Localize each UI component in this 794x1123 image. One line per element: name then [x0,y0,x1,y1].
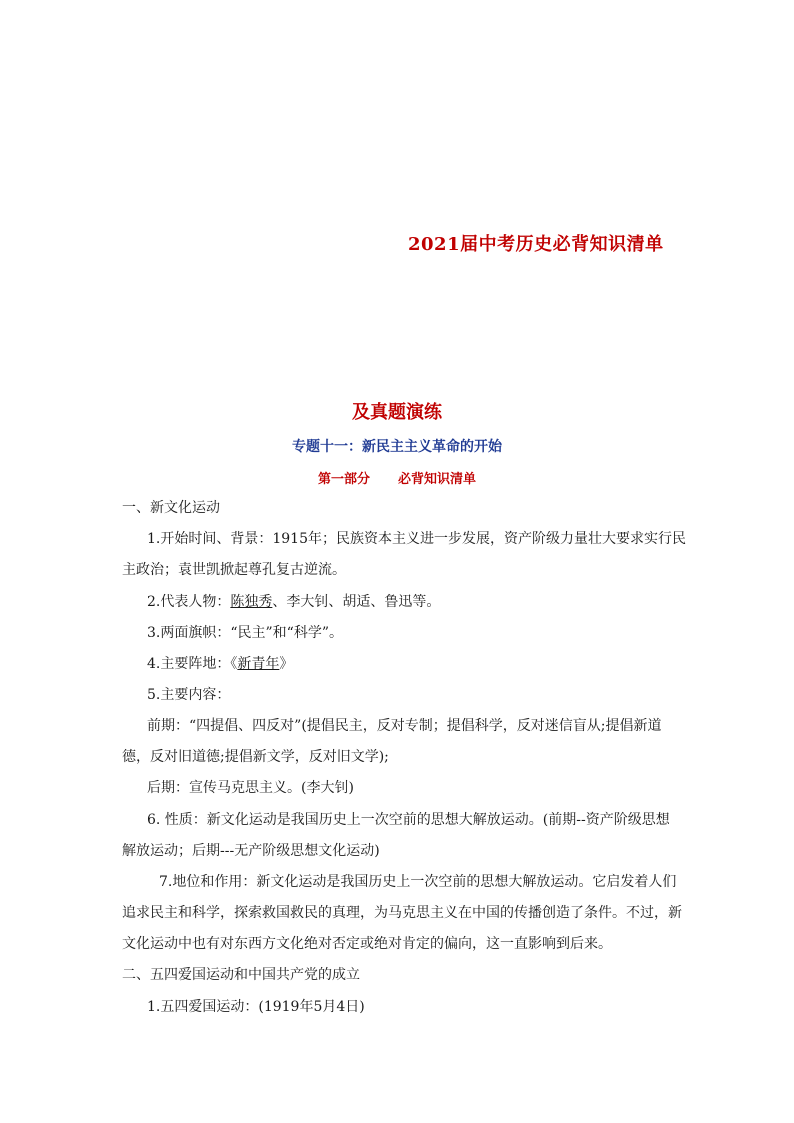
paragraph-2-suffix: 、李大钊、胡适、鲁迅等。 [272,594,441,610]
section-1-heading: 一、新文化运动 [122,500,220,516]
paragraph-5-late: 后期：宣传马克思主义。(李大钊) [147,780,354,796]
paragraph-2 [147,592,440,612]
paragraph-5-early-line-1: 前期：“四提倡、四反对”(提倡民主，反对专制；提倡科学，反对迷信盲从;提倡新道 [147,718,662,734]
paragraph-6-line-2: 解放运动；后期---无产阶级思想文化运动) [122,843,380,859]
chen-duxiu-link[interactable]: 陈独秀 [230,594,273,610]
paragraph-4-prefix: 4.主要阵地：《 [147,656,238,672]
new-youth-link[interactable]: 新青年 [237,656,280,672]
part-heading [0,468,794,487]
paragraph-1-line-2: 主政治；袁世凯掀起尊孔复古逆流。 [122,562,346,578]
paragraph-4-suffix: 》 [279,656,294,672]
paragraph-6-line-1: 6. 性质：新文化运动是我国历史上一次空前的思想大解放运动。(前期--资产阶级思想 [147,812,670,828]
paragraph-1-line-1: 1.开始时间、背景：1915年；民族资本主义进一步发展，资产阶级力量壮大要求实行民 [147,531,686,547]
document-subtitle: 及真题演练 [352,402,442,423]
section-2-paragraph-1: 1.五四爱国运动：(1919年5月4日) [147,999,365,1015]
paragraph-2-prefix: 2.代表人物： [147,594,231,610]
paragraph-3: 3.两面旗帜：“民主”和“科学”。 [147,625,343,641]
paragraph-5: 5.主要内容： [147,687,231,703]
paragraph-5-early-line-2: 德，反对旧道德;提倡新文学，反对旧文学); [122,749,389,765]
paragraph-7-line-1: 7.地位和作用：新文化运动是我国历史上一次空前的思想大解放运动。它启发着人们 [159,874,677,890]
document-title: 2021届中考历史必背知识清单 [408,234,664,255]
section-2-heading: 二、五四爱国运动和中国共产党的成立 [122,967,360,983]
paragraph-4 [147,654,293,674]
part-title: 必背知识清单 [398,472,477,487]
paragraph-7-line-3: 文化运动中也有对东西方文化绝对否定或绝对肯定的偏向，这一直影响到后来。 [122,936,612,952]
topic-heading: 专题十一：新民主主义革命的开始 [292,439,502,455]
paragraph-7-line-2: 追求民主和科学，探索救国救民的真理，为马克思主义在中国的传播创造了条件。不过，新 [122,905,682,921]
part-label: 第一部分 [317,472,370,487]
